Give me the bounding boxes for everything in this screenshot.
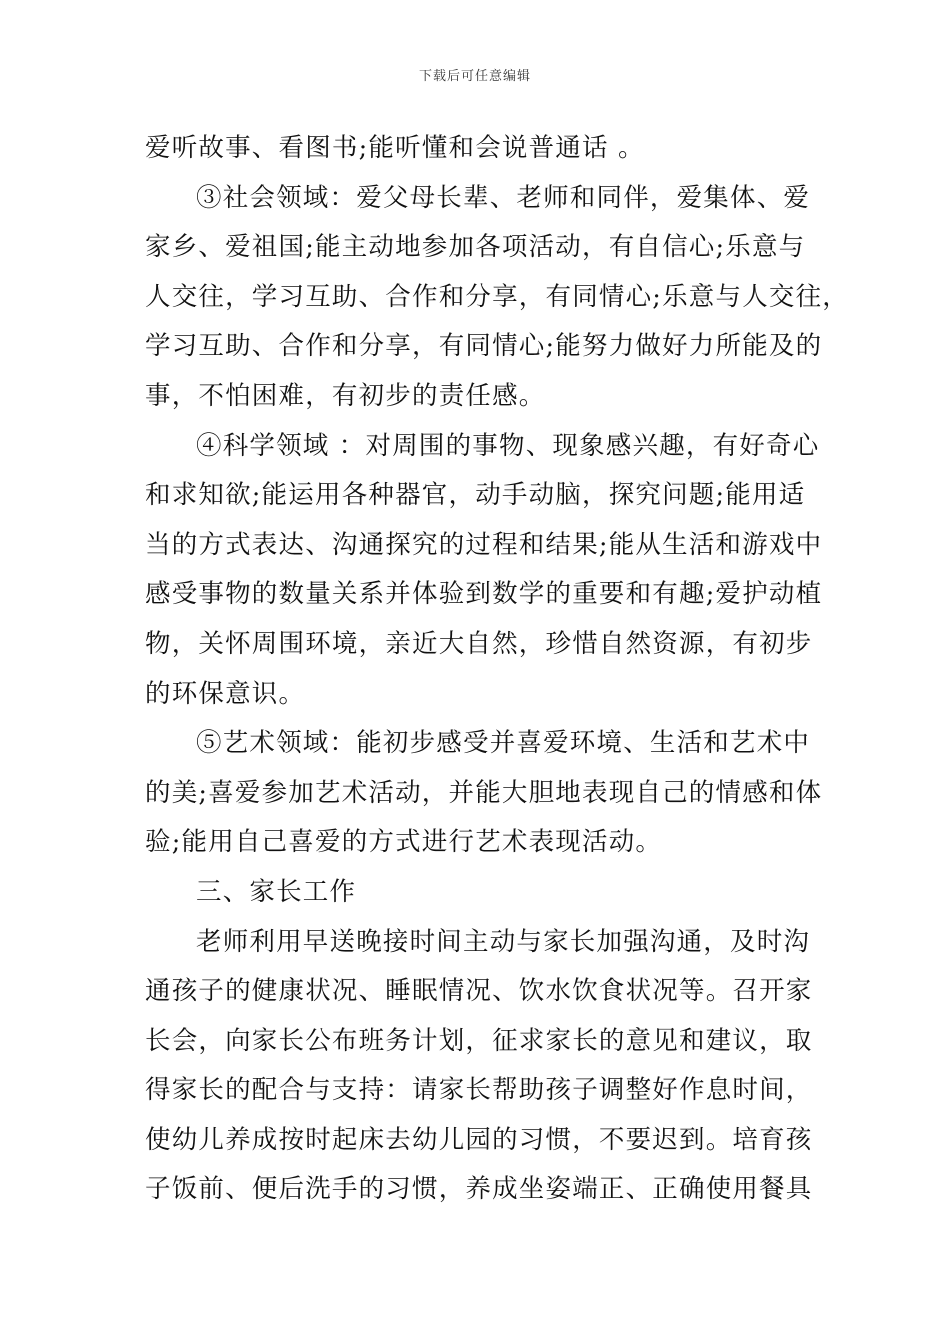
text-line: 验;能用自己喜爱的方式进行艺术表现活动。 [145,827,663,858]
text-line: 家乡、爱祖国;能主动地参加各项活动，有自信心;乐意与 [145,232,806,263]
text-line: 长会，向家长公布班务计划，征求家长的意见和建议，取 [145,1025,813,1056]
text-line: 老师利用早送晚接时间主动与家长加强沟通，及时沟 [196,926,811,957]
text-line: 的环保意识。 [145,678,306,709]
text-line: ③社会领域：爱父母长辈、老师和同伴，爱集体、爱 [196,182,811,213]
text-line: 人交往，学习互助、合作和分享，有同情心;乐意与人交往， [145,281,849,312]
text-line: 事，不怕困难，有初步的责任感。 [145,380,546,411]
text-line: ④科学领域 ：对周围的事物、现象感兴趣，有好奇心 [196,430,820,461]
page-header: 下载后可任意编辑 [418,69,531,84]
text-line: 感受事物的数量关系并体验到数学的重要和有趣;爱护动植 [145,579,823,610]
body-text [145,124,849,1215]
section-heading: 三、家长工作 [196,876,357,907]
text-line: 学习互助、合作和分享，有同情心;能努力做好力所能及的 [145,331,823,362]
text-line: 子饭前、便后洗手的习惯，养成坐姿端正、正确使用餐具 [145,1174,813,1205]
text-line: 当的方式表达、沟通探究的过程和结果;能从生活和游戏中 [145,529,823,560]
text-line: 爱听故事、看图书;能听懂和会说普通话 。 [145,133,645,163]
text-line: 的美;喜爱参加艺术活动，并能大胆地表现自己的情感和体 [145,777,823,808]
text-line: 和求知欲;能运用各种器官，动手动脑，探究问题;能用适 [145,480,806,511]
text-line: 得家长的配合与支持：请家长帮助孩子调整好作息时间， [145,1075,813,1106]
text-line: 物，关怀周围环境，亲近大自然，珍惜自然资源，有初步 [145,628,813,659]
text-line: 使幼儿养成按时起床去幼儿园的习惯，不要迟到。培育孩 [145,1124,813,1155]
text-line: 通孩子的健康状况、睡眠情况、饮水饮食状况等。召开家 [145,976,813,1007]
text-line: ⑤艺术领域：能初步感受并喜爱环境、生活和艺术中 [196,728,811,759]
